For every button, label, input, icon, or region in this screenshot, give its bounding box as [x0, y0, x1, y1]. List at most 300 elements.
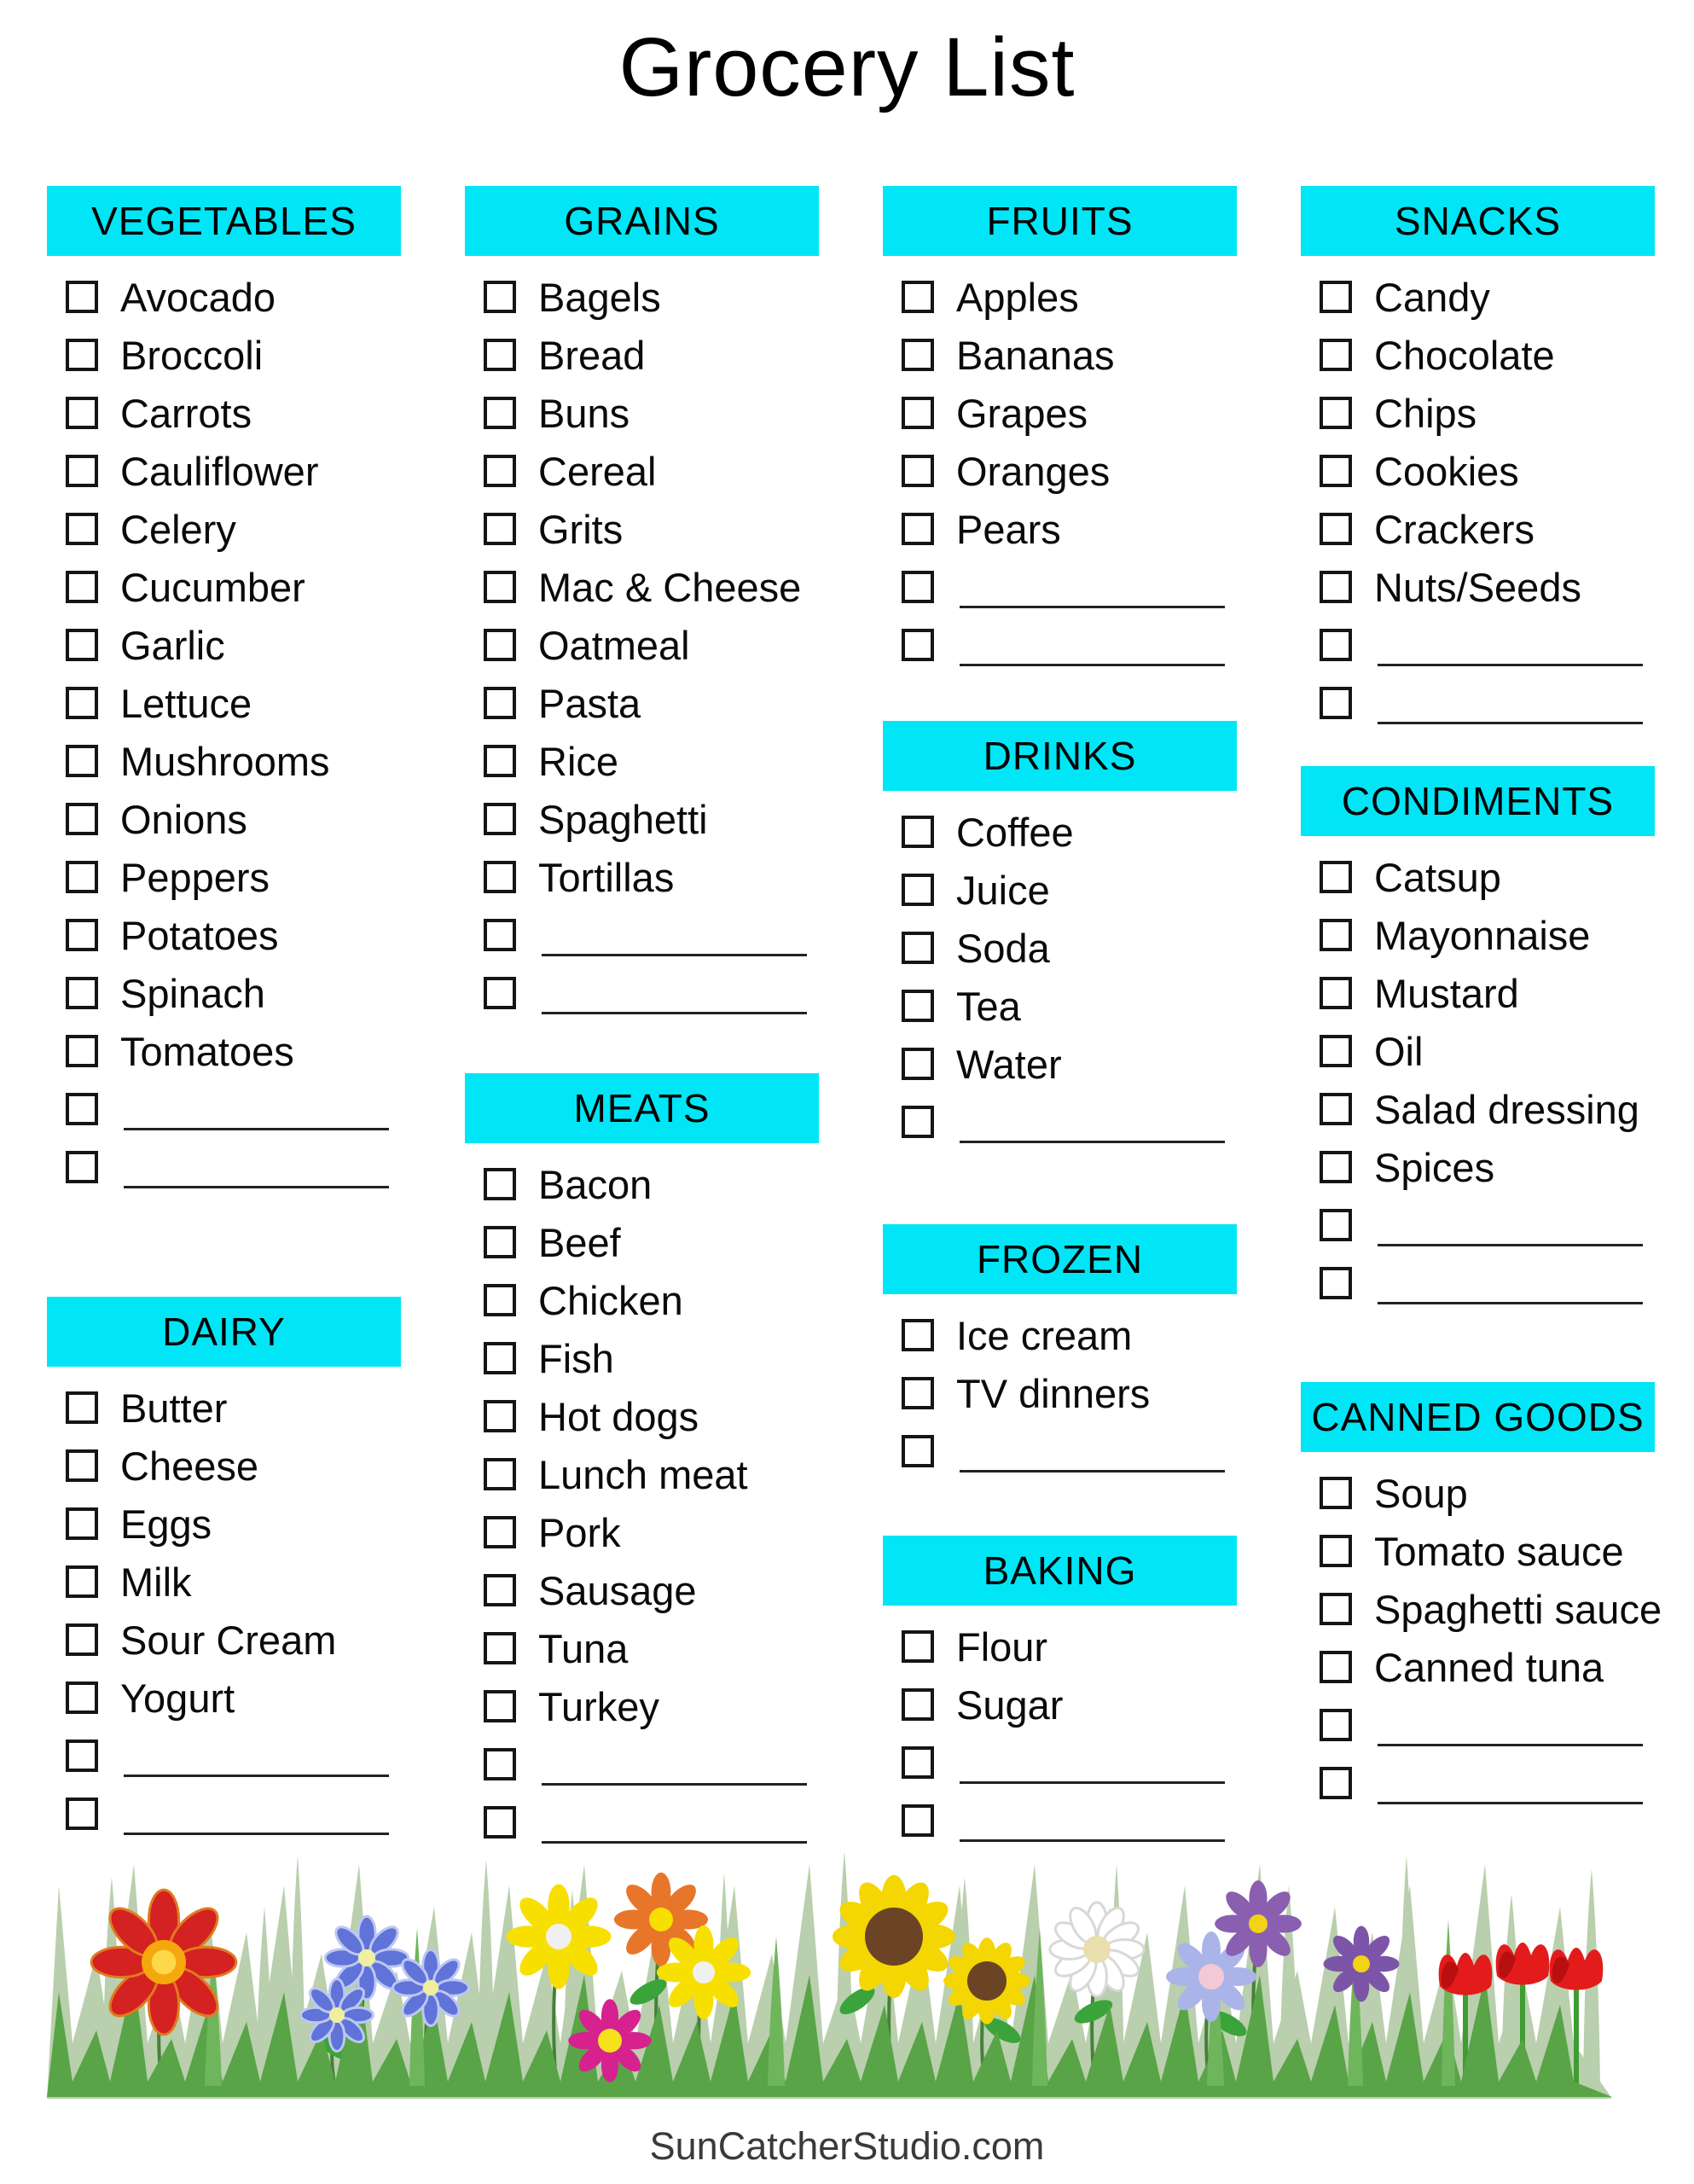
item-label: Grapes	[956, 390, 1088, 436]
checklist-blank-row	[47, 1080, 401, 1138]
item-label: Flour	[956, 1623, 1048, 1670]
category-items	[883, 803, 1237, 1151]
checkbox[interactable]	[66, 687, 98, 719]
category-section-frozen	[883, 1224, 1237, 1480]
checkbox[interactable]	[66, 977, 98, 1009]
checklist-item	[47, 1669, 401, 1727]
category-header-meats: MEATS	[465, 1073, 819, 1143]
write-in-line[interactable]	[960, 566, 1225, 608]
checklist-item	[465, 1387, 819, 1445]
checklist-item	[47, 964, 401, 1022]
item-label: Butter	[120, 1385, 228, 1431]
checklist-blank-row	[465, 906, 819, 964]
checklist-item	[47, 1495, 401, 1553]
checklist-item	[1301, 964, 1655, 1022]
checklist-item	[47, 616, 401, 674]
checklist-item	[1301, 326, 1655, 384]
checkbox[interactable]	[66, 281, 98, 313]
category-section-canned-goods	[1301, 1382, 1662, 1812]
category-items	[465, 1155, 819, 1851]
checkbox[interactable]	[1320, 397, 1352, 429]
checkbox[interactable]	[1320, 1593, 1352, 1625]
item-label: Oatmeal	[538, 622, 690, 668]
checklist-item	[47, 1437, 401, 1495]
write-in-line[interactable]	[542, 973, 807, 1014]
item-label: Celery	[120, 506, 236, 552]
item-label: Mac & Cheese	[538, 564, 802, 610]
checklist-item	[1301, 558, 1655, 616]
checklist-item	[465, 500, 819, 558]
item-label: Bacon	[538, 1161, 653, 1207]
item-label: Oranges	[956, 448, 1111, 494]
checkbox[interactable]	[1320, 1267, 1352, 1299]
checkbox[interactable]	[484, 687, 516, 719]
item-label: Oil	[1374, 1028, 1424, 1074]
checkbox[interactable]	[902, 1688, 934, 1721]
checkbox[interactable]	[1320, 977, 1352, 1009]
checklist-blank-row	[47, 1727, 401, 1785]
checklist-item	[883, 803, 1237, 861]
item-label: Soda	[956, 925, 1050, 971]
category-section-drinks	[883, 721, 1237, 1151]
checkbox[interactable]	[484, 1574, 516, 1606]
category-items	[465, 268, 819, 1022]
checklist-item	[883, 1035, 1237, 1093]
checklist-item	[47, 732, 401, 790]
checkbox[interactable]	[902, 629, 934, 661]
checkbox[interactable]	[1320, 513, 1352, 545]
checkbox[interactable]	[66, 397, 98, 429]
checklist-item	[1301, 1638, 1655, 1696]
checkbox[interactable]	[66, 1565, 98, 1598]
item-label: Mushrooms	[120, 738, 330, 784]
checklist-item	[1301, 442, 1655, 500]
item-label: Broccoli	[120, 332, 264, 378]
checklist-item	[47, 384, 401, 442]
checklist-item	[47, 1611, 401, 1669]
item-label: Eggs	[120, 1501, 212, 1547]
checkbox[interactable]	[902, 455, 934, 487]
item-label: Turkey	[538, 1683, 659, 1729]
checkbox[interactable]	[66, 861, 98, 893]
category-items	[1301, 848, 1655, 1312]
checklist-item	[465, 326, 819, 384]
checkbox[interactable]	[484, 1516, 516, 1548]
item-label: Tomatoes	[120, 1028, 294, 1074]
checkbox[interactable]	[66, 571, 98, 603]
checklist-item	[47, 848, 401, 906]
checklist-item	[1301, 1022, 1655, 1080]
item-label: Soup	[1374, 1470, 1468, 1516]
write-in-line[interactable]	[124, 1147, 389, 1188]
item-label: Chocolate	[1374, 332, 1555, 378]
checklist-blank-row	[883, 558, 1237, 616]
checklist-blank-row	[883, 1734, 1237, 1792]
checkbox[interactable]	[484, 861, 516, 893]
checkbox[interactable]	[484, 1226, 516, 1258]
item-label: Bread	[538, 332, 646, 378]
checkbox[interactable]	[1320, 571, 1352, 603]
checklist-item	[883, 861, 1237, 919]
item-label: Grits	[538, 506, 624, 552]
checkbox[interactable]	[902, 1435, 934, 1467]
checklist-item	[465, 1213, 819, 1271]
checkbox[interactable]	[1320, 455, 1352, 487]
item-label: Carrots	[120, 390, 252, 436]
write-in-line[interactable]	[1378, 624, 1643, 666]
category-header-drinks: DRINKS	[883, 721, 1237, 791]
category-items	[1301, 268, 1655, 732]
category-section-dairy	[47, 1297, 401, 1843]
checklist-item	[47, 1553, 401, 1611]
item-label: Catsup	[1374, 854, 1501, 900]
checkbox[interactable]	[484, 339, 516, 371]
checkbox[interactable]	[484, 1748, 516, 1780]
checklist-item	[1301, 500, 1655, 558]
item-label: Lunch meat	[538, 1451, 748, 1497]
checkbox[interactable]	[1320, 919, 1352, 951]
grass-flowers-illustration	[0, 1826, 1694, 2107]
checklist-item	[883, 1618, 1237, 1676]
checklist-item	[465, 1445, 819, 1503]
checklist-item	[465, 732, 819, 790]
write-in-line[interactable]	[542, 1744, 807, 1786]
category-header-frozen: FROZEN	[883, 1224, 1237, 1294]
item-label: Avocado	[120, 274, 276, 320]
item-label: Buns	[538, 390, 630, 436]
checkbox[interactable]	[484, 745, 516, 777]
checkbox[interactable]	[484, 513, 516, 545]
checklist-item	[883, 1676, 1237, 1734]
category-items	[47, 268, 401, 1196]
checkbox[interactable]	[1320, 1035, 1352, 1067]
item-label: Hot dogs	[538, 1393, 699, 1439]
category-header-vegetables: VEGETABLES	[47, 186, 401, 256]
checklist-item	[465, 1619, 819, 1677]
item-label: Tortillas	[538, 854, 675, 900]
checklist-item	[883, 268, 1237, 326]
checkbox[interactable]	[1320, 1477, 1352, 1509]
flower-yellow-daisy	[507, 1885, 612, 1989]
category-section-grains	[465, 186, 819, 1022]
checkbox[interactable]	[902, 816, 934, 848]
checkbox[interactable]	[66, 1391, 98, 1424]
item-label: Sausage	[538, 1567, 697, 1613]
checklist-item	[1301, 384, 1655, 442]
checkbox[interactable]	[1320, 1767, 1352, 1799]
item-label: Chicken	[538, 1277, 683, 1323]
checklist-blank-row	[883, 616, 1237, 674]
item-label: Tomato sauce	[1374, 1528, 1624, 1574]
checklist-item	[47, 1022, 401, 1080]
category-items	[1301, 1464, 1662, 1812]
checklist-blank-row	[47, 1138, 401, 1196]
item-label: Pears	[956, 506, 1061, 552]
item-label: Rice	[538, 738, 619, 784]
checklist-item	[465, 384, 819, 442]
item-label: Pasta	[538, 680, 641, 726]
item-label: Beef	[538, 1219, 621, 1265]
category-section-vegetables	[47, 186, 401, 1196]
checklist-item	[883, 500, 1237, 558]
flower-blue-daisy	[392, 1949, 468, 2025]
write-in-line[interactable]	[124, 1735, 389, 1777]
write-in-line[interactable]	[960, 1742, 1225, 1784]
checkbox[interactable]	[902, 990, 934, 1022]
write-in-line[interactable]	[960, 1101, 1225, 1143]
checkbox[interactable]	[902, 932, 934, 964]
checklist-item	[1301, 1580, 1662, 1638]
checkbox[interactable]	[1320, 281, 1352, 313]
item-label: Cucumber	[120, 564, 305, 610]
item-label: Fish	[538, 1335, 614, 1381]
item-label: Salad dressing	[1374, 1086, 1639, 1132]
checkbox[interactable]	[1320, 861, 1352, 893]
item-label: Ice cream	[956, 1312, 1133, 1358]
checklist-item	[883, 442, 1237, 500]
category-header-dairy: DAIRY	[47, 1297, 401, 1367]
item-label: Bananas	[956, 332, 1115, 378]
checklist-blank-row	[1301, 1254, 1655, 1312]
checklist-item	[47, 326, 401, 384]
checkbox[interactable]	[66, 745, 98, 777]
item-label: Cookies	[1374, 448, 1519, 494]
checkbox[interactable]	[484, 455, 516, 487]
category-section-baking	[883, 1536, 1237, 1850]
checklist-item	[1301, 1138, 1655, 1196]
write-in-line[interactable]	[960, 1431, 1225, 1472]
item-label: Tea	[956, 983, 1021, 1029]
category-header-grains: GRAINS	[465, 186, 819, 256]
flower-red-daisy	[91, 1890, 236, 2035]
checklist-blank-row	[465, 964, 819, 1022]
checklist-item	[1301, 848, 1655, 906]
checkbox[interactable]	[484, 919, 516, 951]
category-items	[883, 1306, 1237, 1480]
checklist-item	[47, 1379, 401, 1437]
checklist-item	[47, 268, 401, 326]
checkbox[interactable]	[66, 513, 98, 545]
flower-blue-daisy	[301, 1979, 374, 2052]
category-section-fruits	[883, 186, 1237, 674]
category-items	[883, 268, 1237, 674]
checklist-item	[47, 558, 401, 616]
checkbox[interactable]	[484, 1690, 516, 1722]
checklist-blank-row	[883, 1093, 1237, 1151]
item-label: Cauliflower	[120, 448, 319, 494]
checkbox[interactable]	[66, 629, 98, 661]
checkbox[interactable]	[1320, 687, 1352, 719]
checkbox[interactable]	[66, 1740, 98, 1772]
checklist-item	[465, 616, 819, 674]
checklist-item	[465, 442, 819, 500]
item-label: Coffee	[956, 809, 1074, 855]
checklist-item	[883, 1364, 1237, 1422]
checkbox[interactable]	[1320, 1093, 1352, 1125]
checklist-item	[1301, 1522, 1655, 1580]
checkbox[interactable]	[1320, 339, 1352, 371]
category-items	[883, 1618, 1237, 1850]
write-in-line[interactable]	[1378, 1263, 1643, 1304]
checklist-item	[465, 1329, 819, 1387]
checklist-blank-row	[1301, 616, 1655, 674]
checklist-blank-row	[1301, 1696, 1655, 1754]
flower-purple-daisy	[1323, 1926, 1399, 2001]
item-label: Juice	[956, 867, 1050, 913]
checkbox[interactable]	[902, 513, 934, 545]
item-label: Spaghetti	[538, 796, 708, 842]
item-label: Yogurt	[120, 1675, 235, 1721]
category-header-snacks: SNACKS	[1301, 186, 1655, 256]
category-header-canned-goods: CANNED GOODS	[1301, 1382, 1655, 1452]
checkbox[interactable]	[66, 1093, 98, 1125]
checkbox[interactable]	[902, 874, 934, 906]
category-header-condiments: CONDIMENTS	[1301, 766, 1655, 836]
checkbox[interactable]	[484, 1400, 516, 1432]
item-label: Mustard	[1374, 970, 1519, 1016]
write-in-line[interactable]	[124, 1089, 389, 1130]
checkbox[interactable]	[66, 339, 98, 371]
flower-purple-daisy	[1215, 1880, 1302, 1967]
checklist-item	[883, 1306, 1237, 1364]
checkbox[interactable]	[66, 1151, 98, 1183]
checkbox[interactable]	[902, 1746, 934, 1779]
item-label: Candy	[1374, 274, 1490, 320]
checkbox[interactable]	[1320, 1151, 1352, 1183]
checkbox[interactable]	[66, 1623, 98, 1656]
checkbox[interactable]	[484, 1168, 516, 1200]
checklist-blank-row	[1301, 1754, 1655, 1812]
checkbox[interactable]	[902, 1319, 934, 1351]
checklist-item	[465, 1503, 819, 1561]
item-label: Mayonnaise	[1374, 912, 1591, 958]
checkbox[interactable]	[902, 1106, 934, 1138]
item-label: Peppers	[120, 854, 270, 900]
checkbox[interactable]	[66, 1035, 98, 1067]
checklist-item	[465, 790, 819, 848]
item-label: Garlic	[120, 622, 225, 668]
item-label: Crackers	[1374, 506, 1535, 552]
checkbox[interactable]	[902, 1630, 934, 1663]
item-label: Apples	[956, 274, 1079, 320]
item-label: Cereal	[538, 448, 657, 494]
item-label: Spices	[1374, 1144, 1495, 1190]
page-title: Grocery List	[618, 20, 1076, 113]
checkbox[interactable]	[66, 1507, 98, 1540]
checkbox[interactable]	[484, 1342, 516, 1374]
category-section-meats	[465, 1073, 819, 1851]
grass-flowers-svg	[0, 1826, 1694, 2107]
checkbox[interactable]	[66, 1682, 98, 1714]
checkbox[interactable]	[66, 919, 98, 951]
category-header-fruits: FRUITS	[883, 186, 1237, 256]
category-items	[47, 1379, 401, 1843]
item-label: Bagels	[538, 274, 661, 320]
write-in-line[interactable]	[542, 915, 807, 956]
checklist-item	[883, 977, 1237, 1035]
checkbox[interactable]	[484, 1284, 516, 1316]
checkbox[interactable]	[902, 281, 934, 313]
checklist-blank-row	[1301, 1196, 1655, 1254]
checkbox[interactable]	[484, 629, 516, 661]
item-label: Canned tuna	[1374, 1644, 1604, 1690]
checklist-item	[47, 906, 401, 964]
write-in-line[interactable]	[1378, 1763, 1643, 1804]
category-section-snacks	[1301, 186, 1655, 732]
checkbox[interactable]	[902, 397, 934, 429]
checkbox[interactable]	[484, 977, 516, 1009]
checklist-item	[47, 442, 401, 500]
checkbox[interactable]	[484, 1458, 516, 1490]
item-label: Pork	[538, 1509, 621, 1555]
flower-sunflower	[832, 1875, 955, 1998]
checklist-item	[465, 1677, 819, 1735]
checkbox[interactable]	[902, 1377, 934, 1409]
item-label: Nuts/Seeds	[1374, 564, 1581, 610]
flower-magenta-flower	[568, 1999, 652, 2082]
checklist-item	[1301, 906, 1655, 964]
category-section-condiments	[1301, 766, 1655, 1312]
checkbox[interactable]	[1320, 1709, 1352, 1741]
item-label: Cheese	[120, 1443, 258, 1489]
item-label: Milk	[120, 1559, 192, 1605]
checkbox[interactable]	[1320, 1651, 1352, 1683]
checklist-item	[465, 268, 819, 326]
write-in-line[interactable]	[960, 624, 1225, 666]
checkbox[interactable]	[484, 281, 516, 313]
checkbox[interactable]	[902, 571, 934, 603]
checklist-item	[1301, 1464, 1655, 1522]
checklist-item	[883, 326, 1237, 384]
checklist-item	[465, 674, 819, 732]
checklist-item	[883, 384, 1237, 442]
checklist-item	[465, 1561, 819, 1619]
footer-site-text: SunCatcherStudio.com	[649, 2124, 1045, 2168]
checkbox[interactable]	[66, 1449, 98, 1482]
checklist-item	[47, 674, 401, 732]
item-label: Sour Cream	[120, 1617, 337, 1663]
checklist-blank-row	[883, 1422, 1237, 1480]
checklist-item	[465, 558, 819, 616]
checkbox[interactable]	[902, 339, 934, 371]
checkbox[interactable]	[1320, 1209, 1352, 1241]
category-header-baking: BAKING	[883, 1536, 1237, 1606]
write-in-line[interactable]	[1378, 682, 1643, 724]
checklist-blank-row	[465, 1735, 819, 1793]
checkbox[interactable]	[484, 397, 516, 429]
checkbox[interactable]	[1320, 629, 1352, 661]
item-label: Potatoes	[120, 912, 279, 958]
checkbox[interactable]	[66, 803, 98, 835]
checkbox[interactable]	[484, 571, 516, 603]
item-label: Sugar	[956, 1682, 1064, 1728]
write-in-line[interactable]	[1378, 1705, 1643, 1746]
item-label: Spaghetti sauce	[1374, 1586, 1662, 1632]
checkbox[interactable]	[1320, 1535, 1352, 1567]
checkbox[interactable]	[902, 1048, 934, 1080]
item-label: Water	[956, 1041, 1062, 1087]
flower-white-daisy	[1050, 1902, 1144, 1996]
checkbox[interactable]	[484, 1632, 516, 1664]
checklist-item	[1301, 1080, 1655, 1138]
checklist-item	[47, 790, 401, 848]
checklist-item	[883, 919, 1237, 977]
checkbox[interactable]	[484, 803, 516, 835]
checklist-item	[1301, 268, 1655, 326]
write-in-line[interactable]	[1378, 1205, 1643, 1246]
item-label: Onions	[120, 796, 247, 842]
checkbox[interactable]	[66, 455, 98, 487]
